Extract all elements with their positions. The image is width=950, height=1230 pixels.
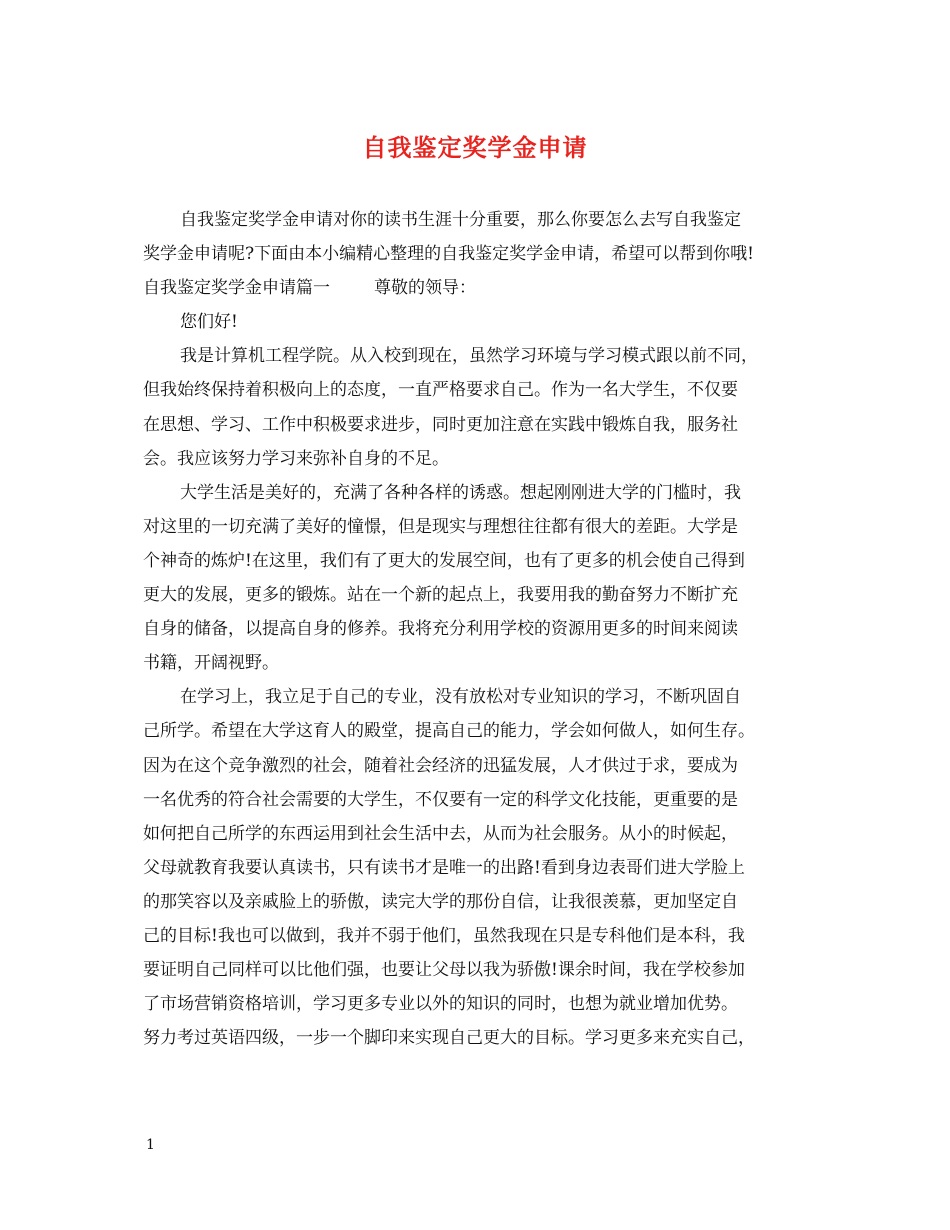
- text-line: 己的目标!我也可以做到，我并不弱于他们，虽然我现在只是专科他们是本科，我: [143, 925, 745, 946]
- text-line: 奖学金申请呢?下面由本小编精心整理的自我鉴定奖学金申请，希望可以帮到你哦!: [143, 244, 754, 265]
- text-line: [143, 271, 823, 305]
- text-line: 自身的储备，以提高自身的修养。我将充分利用学校的资源用更多的时间来阅读: [143, 619, 738, 640]
- text-line: 在思想、学习、工作中积极要求进步，同时更加注意在实践中锻炼自我，服务社: [143, 414, 738, 435]
- text-line: 书籍，开阔视野。: [143, 653, 279, 674]
- text-line: 父母就教育我要认真读书，只有读书才是唯一的出路!看到身边表哥们进大学脸上: [143, 857, 745, 878]
- document-title: 自我鉴定奖学金申请: [362, 133, 588, 162]
- text-line: 对这里的一切充满了美好的憧憬，但是现实与理想往往都有很大的差距。大学是: [143, 516, 738, 537]
- text-line: 会。我应该努力学习来弥补自身的不足。: [143, 448, 449, 469]
- text-line: 努力考过英语四级，一步一个脚印来实现自己更大的目标。学习更多来充实自己，: [143, 1028, 755, 1049]
- text-line: 在学习上，我立足于自己的专业，没有放松对专业知识的学习，不断巩固自: [180, 687, 741, 708]
- text-line: 了市场营销资格培训，学习更多专业以外的知识的同时，也想为就业增加优势。: [143, 994, 738, 1015]
- text-line: 自我鉴定奖学金申请对你的读书生涯十分重要，那么你要怎么去写自我鉴定: [180, 210, 741, 230]
- text-line: 因为在这个竞争激烈的社会，随着社会经济的迅猛发展，人才供过于求，要成为: [143, 755, 738, 776]
- salutation: 尊敬的领导：: [374, 278, 476, 299]
- text-line: 我是计算机工程学院。从入校到现在，虽然学习环境与学习模式跟以前不同，: [180, 346, 758, 367]
- text-line: 一名优秀的符合社会需要的大学生，不仅要有一定的科学文化技能，更重要的是: [143, 789, 738, 810]
- document-body: [143, 203, 823, 1055]
- text-line: 您们好!: [180, 312, 238, 333]
- text-line: 的那笑容以及亲戚脸上的骄傲，读完大学的那份自信，让我很羡慕，更加坚定自: [143, 891, 738, 912]
- text-line: 个神奇的炼炉!在这里，我们有了更大的发展空间，也有了更多的机会使自己得到: [143, 550, 745, 571]
- text-line: 更大的发展，更多的锻炼。站在一个新的起点上，我要用我的勤奋努力不断扩充: [143, 585, 738, 606]
- page-number: 1: [146, 1137, 155, 1153]
- text-line: 己所学。希望在大学这育人的殿堂，提高自己的能力，学会如何做人，如何生存。: [143, 721, 755, 742]
- section-heading: 自我鉴定奖学金申请篇一: [143, 278, 330, 299]
- text-line: 大学生活是美好的，充满了各种各样的诱惑。想起刚刚进大学的门槛时，我: [180, 482, 741, 503]
- text-line: 但我始终保持着积极向上的态度，一直严格要求自己。作为一名大学生，不仅要: [143, 380, 738, 401]
- text-line: 要证明自己同样可以比他们强，也要让父母以我为骄傲!课余时间，我在学校参加: [143, 960, 745, 981]
- text-line: 如何把自己所学的东西运用到社会生活中去，从而为社会服务。从小的时候起，: [143, 823, 738, 844]
